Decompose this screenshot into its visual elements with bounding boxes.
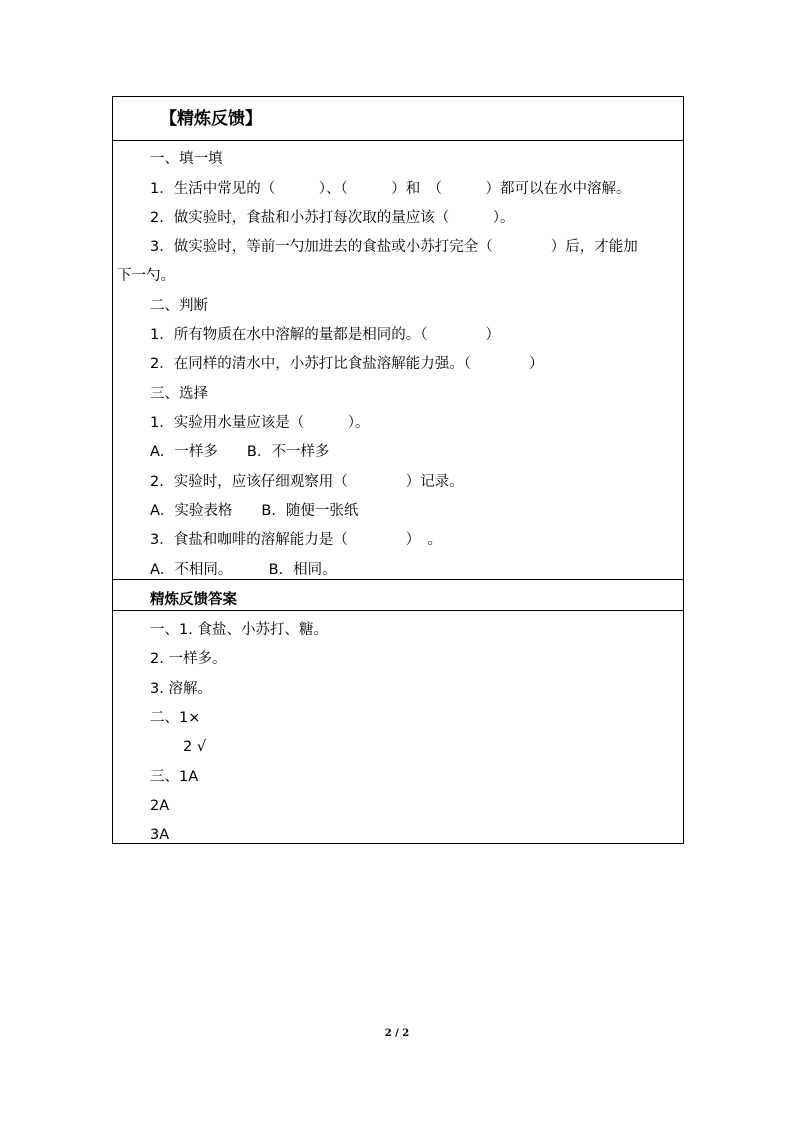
title-divider xyxy=(113,140,683,141)
choice-question-3-options: A．不相同。 B．相同。 xyxy=(150,562,337,578)
fill-in-heading: 一、填一填 xyxy=(150,151,223,167)
answer-line-1: 一、1. 食盐、小苏打、糖。 xyxy=(150,622,328,638)
fill-in-question-3: 3．做实验时，等前一勺加进去的食盐或小苏打完全（ ）后，才能加 xyxy=(150,239,638,255)
answers-divider-top xyxy=(113,579,683,580)
judge-heading: 二、判断 xyxy=(150,298,208,314)
fill-in-question-2: 2．做实验时，食盐和小苏打每次取的量应该（ ）。 xyxy=(150,210,515,226)
fill-in-question-1: 1．生活中常见的（ ）、（ ）和 （ ）都可以在水中溶解。 xyxy=(150,181,631,197)
answer-line-8: 3A xyxy=(150,827,170,843)
choice-question-2-options: A．实验表格 B．随便一张纸 xyxy=(150,503,359,519)
choice-question-2: 2．实验时，应该仔细观察用（ ）记录。 xyxy=(150,474,464,490)
answer-line-7: 2A xyxy=(150,798,170,814)
section-title: 【精炼反馈】 xyxy=(160,109,262,129)
judge-question-1: 1．所有物质在水中溶解的量都是相同的。（ ） xyxy=(150,327,500,343)
answer-line-4: 二、1× xyxy=(150,710,201,726)
feedback-table xyxy=(112,96,684,844)
answer-line-5: 2 √ xyxy=(183,739,207,755)
choice-question-1-options: A．一样多 B．不一样多 xyxy=(150,444,330,460)
answers-divider xyxy=(113,610,683,611)
judge-question-2: 2．在同样的清水中，小苏打比食盐溶解能力强。（ ） xyxy=(150,356,544,372)
answer-line-2: 2. 一样多。 xyxy=(150,651,227,667)
answer-line-3: 3. 溶解。 xyxy=(150,681,212,697)
answers-heading: 精炼反馈答案 xyxy=(150,592,237,608)
choice-heading: 三、选择 xyxy=(150,386,208,402)
answer-line-6: 三、1A xyxy=(150,769,199,785)
choice-question-1: 1．实验用水量应该是（ ）。 xyxy=(150,415,370,431)
page-number: 2 / 2 xyxy=(384,1028,410,1039)
choice-question-3: 3．食盐和咖啡的溶解能力是（ ） 。 xyxy=(150,532,442,548)
fill-in-question-3-cont: 下一勺。 xyxy=(117,268,175,284)
